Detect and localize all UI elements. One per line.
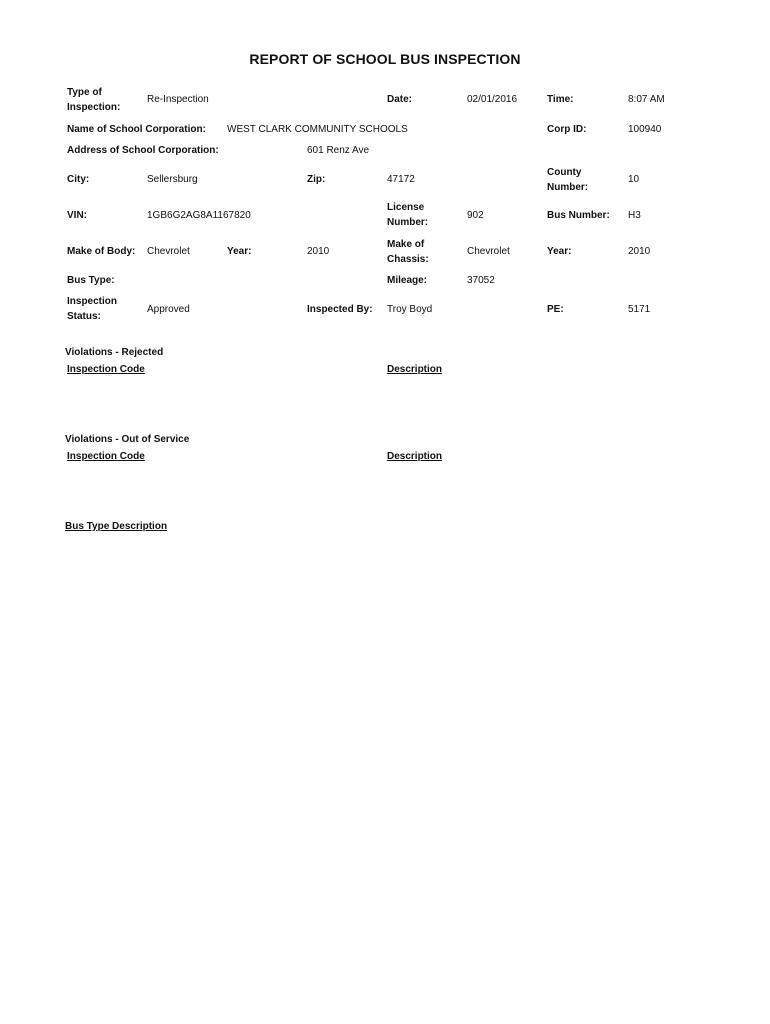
date-label: Date: bbox=[387, 94, 413, 105]
year-label: Year: bbox=[227, 246, 252, 257]
type-label-line-2: Inspection: bbox=[67, 101, 121, 113]
inspected-by-value: Troy Boyd bbox=[387, 304, 433, 315]
bus-type-label: Bus Type: bbox=[67, 275, 115, 286]
pe-label: PE: bbox=[547, 304, 564, 315]
time-label: Time: bbox=[547, 94, 574, 105]
zip-label: Zip: bbox=[307, 174, 326, 185]
rejected-inspection-code-header: Inspection Code bbox=[67, 364, 145, 375]
county-label-line-2: Number: bbox=[547, 181, 589, 193]
rejected-description-header: Description bbox=[387, 364, 443, 375]
pe-value: 5171 bbox=[628, 304, 651, 315]
city-label: City: bbox=[67, 174, 90, 185]
bus-number-label: Bus Number: bbox=[547, 210, 610, 221]
violations-rejected-heading: Violations - Rejected bbox=[65, 347, 164, 358]
county-number-value: 10 bbox=[628, 174, 640, 185]
chassis-year-value: 2010 bbox=[628, 246, 651, 257]
vin-label: VIN: bbox=[67, 210, 87, 221]
mileage-label: Mileage: bbox=[387, 275, 428, 286]
make-of-body-value: Chevrolet bbox=[147, 246, 190, 257]
mileage-value: 37052 bbox=[467, 275, 495, 286]
corp-name-value: WEST CLARK COMMUNITY SCHOOLS bbox=[227, 124, 408, 135]
type-label-line-1: Type of bbox=[67, 87, 102, 98]
chassis-label-line-1: Make of bbox=[387, 239, 425, 250]
license-number-label bbox=[387, 201, 428, 230]
inspection-status-label bbox=[67, 295, 117, 324]
county-number-label bbox=[547, 166, 588, 195]
type-of-inspection-label bbox=[67, 86, 120, 115]
status-label-line-1: Inspection bbox=[67, 296, 118, 307]
date-value: 02/01/2016 bbox=[467, 94, 518, 105]
make-of-body-label: Make of Body: bbox=[67, 246, 136, 257]
type-of-inspection-value: Re-Inspection bbox=[147, 94, 209, 105]
violations-out-of-service-heading: Violations - Out of Service bbox=[65, 434, 190, 445]
inspection-status-value: Approved bbox=[147, 304, 190, 315]
corp-name-label: Name of School Corporation: bbox=[67, 124, 206, 135]
make-of-chassis-value: Chevrolet bbox=[467, 246, 510, 257]
zip-value: 47172 bbox=[387, 174, 415, 185]
status-label-line-2: Status: bbox=[67, 310, 101, 322]
vin-value: 1GB6G2AG8A1167820 bbox=[147, 210, 251, 221]
report-title: REPORT OF SCHOOL BUS INSPECTION bbox=[249, 51, 521, 67]
chassis-year-label: Year: bbox=[547, 246, 572, 257]
city-value: Sellersburg bbox=[147, 174, 198, 185]
year-value: 2010 bbox=[307, 246, 330, 257]
bus-number-value: H3 bbox=[628, 210, 641, 221]
chassis-label-line-2: Chassis: bbox=[387, 253, 429, 265]
oos-inspection-code-header: Inspection Code bbox=[67, 451, 145, 462]
inspected-by-label: Inspected By: bbox=[307, 304, 373, 315]
address-label: Address of School Corporation: bbox=[67, 145, 219, 156]
corp-id-value: 100940 bbox=[628, 124, 662, 135]
license-number-value: 902 bbox=[467, 210, 484, 221]
bus-type-description-heading: Bus Type Description bbox=[65, 521, 168, 532]
time-value: 8:07 AM bbox=[628, 94, 665, 105]
county-label-line-1: County bbox=[547, 167, 582, 178]
address-value: 601 Renz Ave bbox=[307, 145, 370, 156]
make-of-chassis-label bbox=[387, 238, 429, 267]
license-label-line-1: License bbox=[387, 202, 425, 213]
oos-description-header: Description bbox=[387, 451, 443, 462]
license-label-line-2: Number: bbox=[387, 216, 429, 228]
corp-id-label: Corp ID: bbox=[547, 124, 587, 135]
